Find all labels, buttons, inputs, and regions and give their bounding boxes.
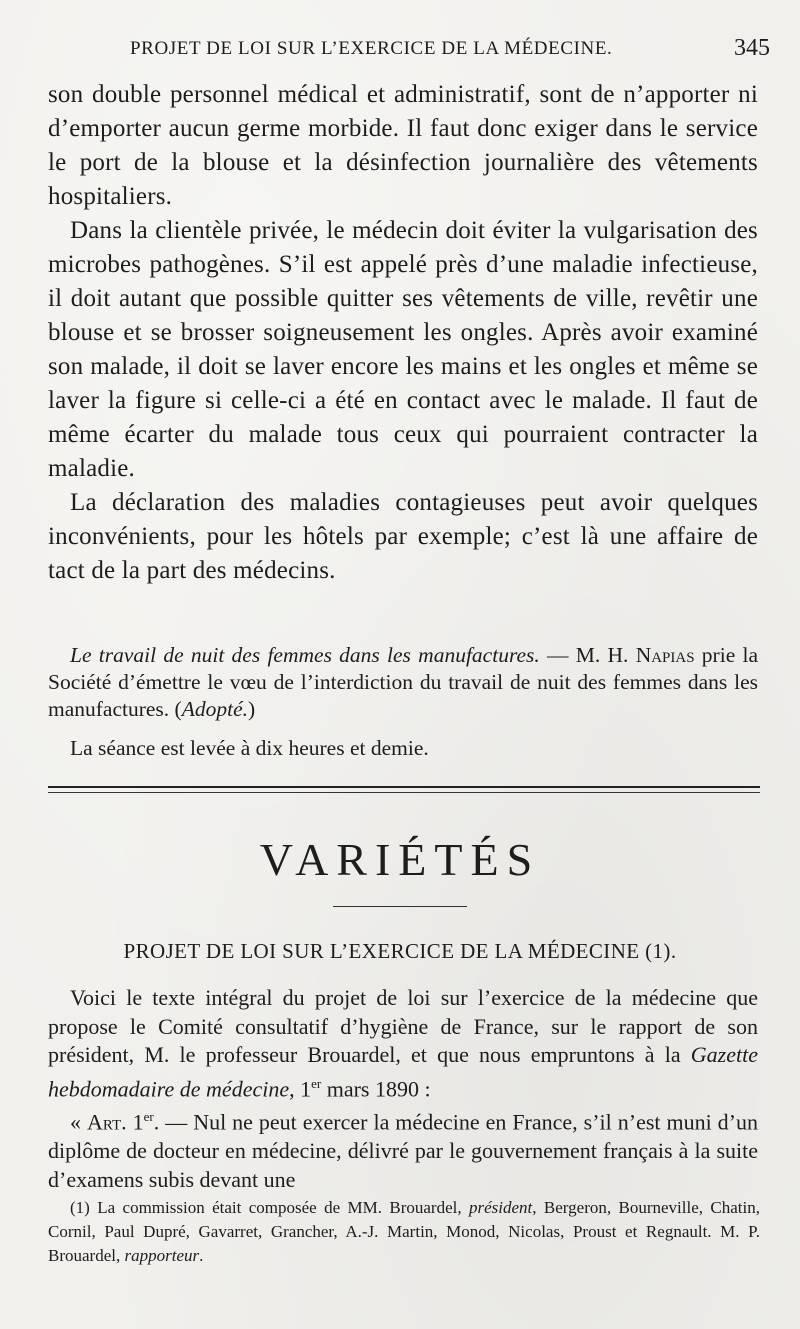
journal-name: Gazette hebdomadaire de médecine [48,1042,758,1101]
section-divider [333,906,467,907]
section-title: VARIÉTÉS [259,834,541,885]
footnote [48,1196,760,1268]
intro-text-c: mars 1890 : [321,1075,431,1101]
footnote-a: (1) La commission était composée de MM. Brouardel, [70,1198,469,1217]
footnote-b: , Bergeron, Bourneville, Chatin, Cornil, Paul Dupré, Gavarret, Grancher, A.-J. Martin, Monod, Nicolas, Proust et Regnault. M. P. Brouardel, [48,1198,760,1265]
article-intro [48,984,758,1103]
article-one [48,1103,758,1194]
paragraph-continuation: son double personnel médical et administratif, sont de n’apporter ni d’emporter aucun germe morbide. Il faut donc exiger dans le service le port de la blouse et la désinfection journalière des vêtements hospitaliers. [48,81,758,210]
article-title: PROJET DE LOI SUR L’EXERCICE DE LA MÉDECINE (1). [123,939,677,963]
footnote-rapporteur: rapporteur [124,1246,200,1265]
intro-text-a: Voici le texte intégral du projet de loi sur l’exercice de la médecine que propose le Comité consultatif d’hygiène de France, sur le rapport de son président, M. le professeur Brouardel, et que nous empruntons à la [48,985,758,1067]
article-label: Art. 1 [86,1109,144,1135]
footnote-c: . [199,1246,204,1265]
paragraph-private-practice: Dans la clientèle privée, le médecin doit éviter la vulgarisation des microbes pathogènes. S’il est appelé près d’une maladie infectieuse, il doit autant que possible quitter ses vêtements de ville, revêtir une blouse et se brosser soigneusement les ongles. Après avoir examiné son malade, il doit se laver encore les mains et les ongles et même se laver la figure si celle-ci a été en contact avec le malade. Il faut de même écarter du malade tous ceux qui pourraient contracter la maladie. [48,217,758,482]
speaker-name: Napias [635,643,695,667]
footnote-president: président [469,1198,533,1217]
footnote-text [48,1196,760,1268]
night-work-dash: — M. H. [539,643,636,667]
paragraph-declaration: La déclaration des maladies contagieuses peut avoir quelques inconvénients, pour les hôtels par exemple; c’est là une affaire de tact de la part des médecins. [48,489,758,584]
night-work-text [48,642,758,723]
intro-text-b: , 1 [289,1075,312,1101]
quote-open: « [70,1109,87,1135]
double-rule-bottom [48,792,760,793]
night-work-close: ) [248,697,256,721]
intro-superscript: er [311,1075,322,1091]
night-work-paragraph [48,642,758,723]
article-superscript: er [143,1109,154,1125]
double-rule-top [48,786,760,788]
adopted-mark: Adopté. [181,697,248,721]
night-work-title: Le travail de nuit des femmes dans les manufactures. [70,643,540,667]
closing-text: La séance est levée à dix heures et demie. [70,736,429,760]
closing-paragraph [48,735,758,762]
running-title: PROJET DE LOI SUR L’EXERCICE DE LA MÉDECINE. [130,38,613,59]
article-one-text: . — Nul ne peut exercer la médecine en France, s’il n’est muni d’un diplôme de docteur en médecine, délivré par le gouvernement français à la suite d’examens subis devant une [48,1109,759,1192]
night-work-body: prie la Société d’émettre le vœu de l’interdiction du travail de nuit des femmes dans les manufactures. ( [48,643,758,721]
running-header [130,35,770,61]
article-body [48,984,758,1194]
upper-text [48,78,758,588]
page-number: 345 [734,35,770,61]
